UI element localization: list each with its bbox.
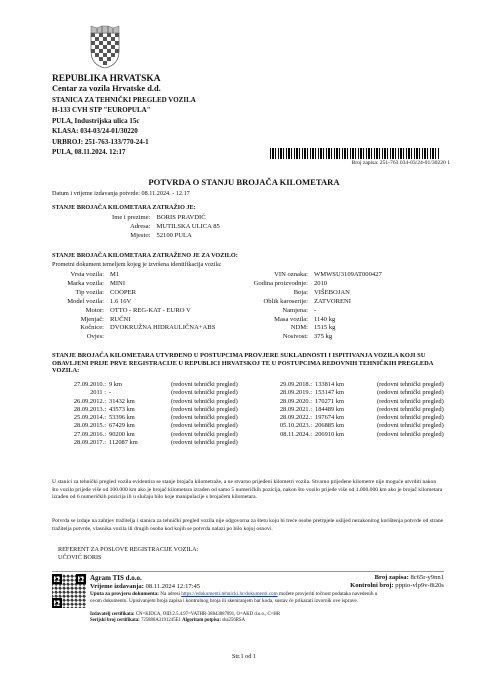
vehicle-right-label: Godina proizvodnje: xyxy=(253,279,308,287)
footer-cert-value: CN=KIDCA, OID.2.5.4.97=VATHR-38843087891, O=AKD d.o.o., C=HR xyxy=(135,612,281,617)
vehicle-right-row xyxy=(230,289,382,298)
history-date: 28.09.2013.: xyxy=(73,405,106,413)
history-km: 206910 km xyxy=(315,430,344,438)
vehicle-left-label: Kočnice: xyxy=(80,324,104,332)
footer-record-no: 8c65r-y9nn1 xyxy=(410,574,444,581)
vehicle-left-row xyxy=(52,280,215,289)
history-table-left xyxy=(58,381,238,447)
footer-check-text-b: možete provjeriti točnost podataka navedenih u ovom dokumentu. Upisivanjem broja zapisa i kontrolnog broja ili skeniranjem bar koda, sustav će prikazati izvornik ove isprave. xyxy=(90,591,378,604)
issuer-block xyxy=(52,74,292,156)
vehicle-right-label: Boja: xyxy=(293,288,308,296)
history-km: 197674 km xyxy=(315,414,344,422)
vehicle-left-value: OTTO - REG-KAT - EURO V xyxy=(110,306,191,314)
history-date: 27.09.2010.: xyxy=(73,381,106,388)
issuer-place-date: PULA, 08.11.2024. 12:17 xyxy=(52,148,126,157)
footer-serial-value: 725888A3191245E1 xyxy=(140,617,181,623)
vehicle-left-label: Marka vozila: xyxy=(67,279,104,287)
history-km: 184489 km xyxy=(315,405,344,413)
footer-record-label: Broj zapisa: xyxy=(374,574,409,581)
history-note: (redovni tehnički pregled) xyxy=(171,381,238,388)
vehicle-left-row xyxy=(52,298,215,307)
history-km: 90200 km xyxy=(109,430,135,438)
coat-of-arms-icon xyxy=(89,25,121,69)
vehicle-right-label: Masa vozila: xyxy=(274,315,308,323)
footer-serial-label: Serijski broj certifikata: xyxy=(90,617,140,623)
history-date: 25.09.2014.: xyxy=(73,414,106,422)
vehicle-table-left xyxy=(52,271,215,342)
history-km: 53396 km xyxy=(109,414,135,422)
vehicle-right-label: NDM: xyxy=(290,324,308,332)
history-km: 43573 km xyxy=(109,405,135,413)
vehicle-right-value: VIŠEBOJAN xyxy=(314,288,350,296)
page-number: Str.1 od 1 xyxy=(232,653,256,660)
history-note: (redovni tehnički pregled) xyxy=(377,381,444,388)
vehicle-left-row xyxy=(52,333,215,342)
history-note: (redovni tehnički pregled) xyxy=(377,422,444,430)
vehicle-left-value: RUČNI xyxy=(110,315,131,323)
referent-label: REFERENT ZA POSLOVE REGISTRACIJE VOZILA: xyxy=(58,546,199,553)
vehicle-right-row xyxy=(230,271,382,280)
referent-name: UČOVIĆ BORIS xyxy=(58,554,102,561)
requester-name-label: Ime i prezime: xyxy=(112,214,151,221)
vehicle-left-row xyxy=(52,324,215,333)
footer-check-label: Uputa za provjeru dokumenta: xyxy=(90,591,159,597)
requester-name: BORIS PRAVDIĆ xyxy=(156,214,206,221)
history-date: 28.09.2022.: xyxy=(279,414,312,422)
vehicle-right-row xyxy=(230,298,382,307)
history-date: 26.09.2012.: xyxy=(73,397,106,405)
verification-link[interactable]: https://edokumenti.tehnicki.hr/dokumenti.com xyxy=(181,591,278,597)
vehicle-right-row xyxy=(230,333,382,342)
footer-control-label: Kontrolni broj: xyxy=(350,582,394,589)
requester-address-label: Adresa: xyxy=(129,222,151,230)
history-date: 2011 : xyxy=(90,389,106,397)
footer-issue-time: 08.11.2024 12:17:45 xyxy=(145,583,201,590)
vehicle-left-label: Mjenjač: xyxy=(80,315,104,323)
history-row xyxy=(264,406,444,414)
requester-city-label: Mjesto: xyxy=(130,231,151,239)
history-row xyxy=(58,398,238,406)
history-km: 206885 km xyxy=(315,422,344,430)
history-row xyxy=(58,406,238,414)
history-note: (redovni tehnički pregled) xyxy=(171,389,238,397)
notice-liability: Potvrda se izdaje na zahtjev tražitelja i stanica za tehnički pregled vozila nije odgovorna za štetu koju bi treće osobe pretrpjele uslijed nezakonitog korištenja potvrde od strane tražitelja potvrde, vlasnika vozila ili drugih osoba kod kojih se potvrda nalazi po bilo kojoj osnovi. xyxy=(52,518,444,532)
document-title: POTVRDA O STANJU BROJAČA KILOMETARA xyxy=(148,177,340,187)
history-row xyxy=(264,431,444,439)
vehicle-right-label: Namjena: xyxy=(282,306,308,314)
vehicle-right-row xyxy=(230,324,382,333)
history-date: 05.10.2023.: xyxy=(279,422,312,430)
issuer-center: Centar za vozila Hrvatske d.d. xyxy=(52,84,161,93)
issuer-station: STANICA ZA TEHNIČKI PREGLED VOZILA xyxy=(52,96,196,104)
history-row xyxy=(264,389,444,397)
history-km: 31432 km xyxy=(109,397,135,405)
history-heading: STANJE BROJAČA KILOMETARA UTVRĐENO U POSTUPCIMA PROVJERE SUKLADNOSTI I ISPITIVANJA VOZILA KOJI SU OBAVLJENI PRIJE PRVE REGISTRACIJE U REPUBLICI HRVATSKOJ TE U POSTUPCIMA REDOVNIH TEHNIČKIH PREGLEDA VOZILA: xyxy=(52,352,434,375)
vehicle-left-value: M1 xyxy=(110,271,120,278)
history-note: (redovni tehnički pregled) xyxy=(377,414,444,422)
vehicle-right-label: Oblik karoserije: xyxy=(263,297,308,305)
history-note: (redovni tehnički pregled) xyxy=(171,430,238,438)
history-date: 27.09.2016.: xyxy=(73,430,106,438)
vehicle-left-label: Model vozila: xyxy=(67,297,104,305)
requester-address: MUTILSKA ULICA 85 xyxy=(156,222,220,230)
history-km: 133814 km xyxy=(315,381,344,388)
history-note: (redovni tehnički pregled) xyxy=(171,422,238,430)
vehicle-right-label: VIN oznaka: xyxy=(274,271,308,278)
issuer-address: PULA, Industrijska ulica 15c xyxy=(52,116,140,125)
vehicle-right-value: - xyxy=(314,306,317,314)
history-note: (redovni tehnički pregled) xyxy=(377,389,444,397)
vehicle-left-value: MINI xyxy=(110,279,126,287)
vehicle-left-label: Motor: xyxy=(85,306,104,314)
vehicle-left-value: COOPER xyxy=(110,288,137,296)
vehicle-left-label: Ovjes: xyxy=(86,333,104,341)
vehicle-intro: Prometni dokument temeljem kojeg je izvršena identifikacija vozila: xyxy=(52,261,222,268)
history-row xyxy=(264,381,444,389)
history-row xyxy=(58,422,238,430)
vehicle-right-row xyxy=(230,280,382,289)
qr-code[interactable] xyxy=(52,574,86,608)
vehicle-heading: STANJE BROJAČA KILOMETARA ZATRAŽENO JE ZA VOZILO: xyxy=(52,252,238,259)
requester-city: 52100 PULA xyxy=(156,231,192,239)
vehicle-right-value: WMWSU3109AT000427 xyxy=(314,271,382,278)
history-note: (redovni tehnički pregled) xyxy=(171,439,238,447)
history-date: 28.09.2021.: xyxy=(279,405,312,413)
history-date: 28.09.2020.: xyxy=(279,397,312,405)
history-row xyxy=(58,431,238,439)
vehicle-right-row xyxy=(230,316,382,325)
history-note: (redovni tehnički pregled) xyxy=(377,397,444,405)
history-km: 153147 km xyxy=(315,389,344,397)
history-row xyxy=(58,439,238,447)
history-row xyxy=(264,398,444,406)
verification-box xyxy=(52,571,444,625)
vehicle-right-value: ZATVORENI xyxy=(314,297,351,305)
vehicle-left-label: Vrsta vozila: xyxy=(70,271,104,278)
barcode-number: Broj zapisa: 251-763 034-03/24-01/30220 1 xyxy=(351,160,450,166)
issue-datetime: Datum i vrijeme izdavanja potvrde: 08.11.2024. - 12.17 xyxy=(52,190,190,197)
vehicle-right-value: 1140 kg xyxy=(314,315,336,323)
footer-control-no: pppio-vlp9v-8i20s xyxy=(395,582,444,589)
vehicle-right-value: 2010 xyxy=(314,279,328,287)
vehicle-right-label: Nosivost: xyxy=(282,333,308,341)
history-row xyxy=(264,422,444,430)
barcode xyxy=(270,148,440,159)
vehicle-left-row xyxy=(52,271,215,280)
history-km: 67429 km xyxy=(109,422,135,430)
vehicle-left-label: Tip vozila: xyxy=(75,288,104,296)
footer-company: Agram TIS d.o.o. xyxy=(90,574,142,582)
issuer-urbroj: URBROJ: 251-763-133/770-24-1 xyxy=(52,137,149,146)
history-date: 08.11.2024.: xyxy=(280,430,312,438)
vehicle-table-right xyxy=(230,271,382,342)
history-row xyxy=(264,414,444,422)
requester-table xyxy=(112,214,220,241)
issuer-country: REPUBLIKA HRVATSKA xyxy=(52,74,161,84)
vehicle-left-value xyxy=(110,333,215,342)
history-km: 170271 km xyxy=(315,397,344,405)
footer-algo-value: sha256RSA xyxy=(222,617,246,623)
history-km: 112087 km xyxy=(109,439,138,447)
vehicle-left-value: DVOKRUŽNA HIDRAULIČNA+ABS xyxy=(110,324,216,332)
history-date: 28.09.2019.: xyxy=(279,389,312,397)
issuer-klasa: KLASA: 034-03/24-01/30220 xyxy=(52,127,138,136)
history-date: 28.09.2017.: xyxy=(73,439,106,447)
history-row xyxy=(58,389,238,397)
footer-cert-label: Izdavatelj certifikata: xyxy=(90,612,135,617)
history-km: 9 km xyxy=(109,381,122,388)
footer-algo-label: Algoritam potpisa: xyxy=(182,617,221,623)
footer-check-instructions xyxy=(90,591,390,604)
history-note: (redovni tehnički pregled) xyxy=(171,414,238,422)
vehicle-right-value: 375 kg xyxy=(314,333,333,341)
vehicle-left-row xyxy=(52,289,215,298)
history-table-right xyxy=(264,381,444,439)
history-row xyxy=(58,414,238,422)
history-km: - xyxy=(109,389,112,397)
history-note: (redovni tehnički pregled) xyxy=(377,405,444,413)
vehicle-right-row xyxy=(230,307,382,316)
notice-kilometers: U stanici za tehnički pregled vozila evidentira se stanje brojača kilometraže, a ne stvarno prijeđeni kilometri vozila. Stvarno prijeđene kilometre nije moguće utvrditi nakon što vozilo prijeđe više od 100.000 km ako je brojač kilometara izrađen od samo 5 numeričkih pozicija, nakon što vozilo prijeđe više od 1.000.000 km ako je brojač kilometara izrađen od 6 numeričkih pozicija ili u slučaju bilo koje manipulacije s brojačem kilometara. xyxy=(52,479,443,501)
issuer-station-code: H-133 CVH STP "EUROPULA" xyxy=(52,106,151,115)
vehicle-left-row xyxy=(52,307,215,316)
history-note: (redovni tehnički pregled) xyxy=(171,397,238,405)
history-date: 29.09.2018.: xyxy=(279,381,312,388)
footer-issue-label: Vrijeme izdavanja: xyxy=(90,583,144,590)
requester-heading: STANJE BROJAČA KILOMETARA ZATRAŽIO JE: xyxy=(52,204,196,211)
history-date: 28.09.2015.: xyxy=(73,422,106,430)
vehicle-left-value: 1.6 16V xyxy=(110,297,132,305)
history-row xyxy=(58,381,238,389)
history-note: (redovni tehnički pregled) xyxy=(171,405,238,413)
history-note: (redovni tehnički pregled) xyxy=(377,430,444,438)
footer-check-text-a: Na adresi xyxy=(160,591,180,597)
vehicle-right-value: 1515 kg xyxy=(314,324,336,332)
